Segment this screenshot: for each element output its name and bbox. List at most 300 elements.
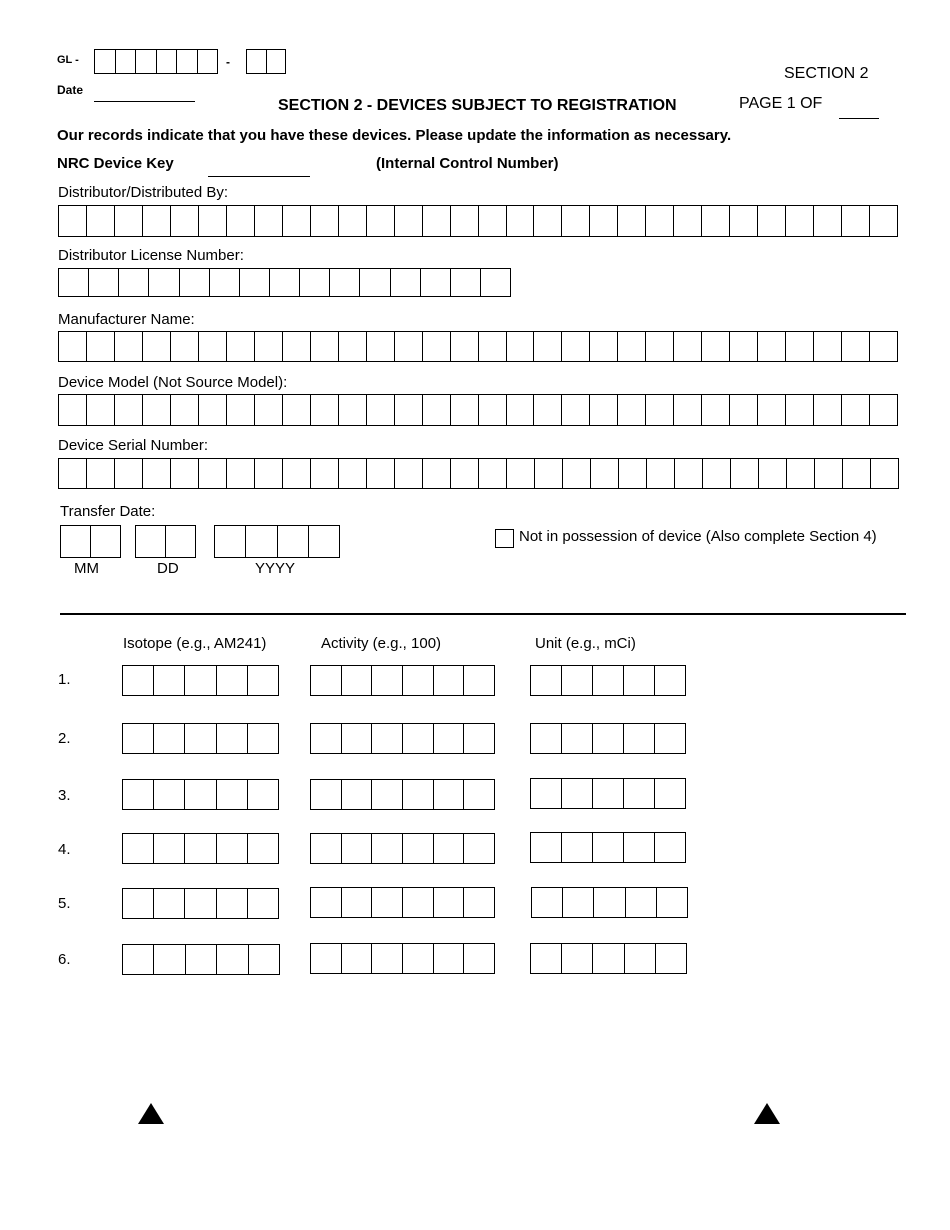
char-box[interactable] — [593, 666, 624, 695]
char-box[interactable] — [594, 888, 625, 917]
char-box[interactable] — [171, 332, 199, 361]
char-box[interactable] — [870, 395, 897, 425]
char-box[interactable] — [59, 206, 87, 236]
char-box[interactable] — [702, 332, 730, 361]
char-box[interactable] — [339, 206, 367, 236]
char-box[interactable] — [136, 526, 166, 557]
char-box[interactable] — [166, 526, 195, 557]
char-box[interactable] — [451, 269, 481, 296]
date-line[interactable] — [94, 101, 195, 102]
char-box[interactable] — [647, 459, 675, 488]
char-box[interactable] — [372, 666, 403, 695]
char-box[interactable] — [372, 888, 403, 917]
char-box[interactable] — [217, 834, 248, 863]
char-box[interactable] — [464, 666, 494, 695]
license-boxes[interactable] — [58, 268, 511, 297]
char-box[interactable] — [395, 459, 423, 488]
char-box[interactable] — [730, 332, 758, 361]
activity-boxes[interactable] — [310, 833, 495, 864]
char-box[interactable] — [255, 459, 283, 488]
char-box[interactable] — [507, 459, 535, 488]
activity-boxes[interactable] — [310, 943, 495, 974]
char-box[interactable] — [403, 888, 434, 917]
char-box[interactable] — [154, 945, 185, 974]
char-box[interactable] — [339, 459, 367, 488]
char-box[interactable] — [372, 834, 403, 863]
nrc-device-key-line[interactable] — [208, 176, 310, 177]
char-box[interactable] — [395, 206, 423, 236]
char-box[interactable] — [87, 395, 115, 425]
char-box[interactable] — [674, 206, 702, 236]
char-box[interactable] — [255, 332, 283, 361]
char-box[interactable] — [199, 395, 227, 425]
char-box[interactable] — [177, 50, 198, 73]
isotope-column-header: Isotope (e.g., AM241) — [123, 635, 267, 652]
char-box[interactable] — [248, 666, 278, 695]
gl-number-boxes[interactable] — [94, 49, 218, 74]
char-box[interactable] — [240, 269, 270, 296]
char-box[interactable] — [423, 332, 451, 361]
char-box[interactable] — [814, 332, 842, 361]
char-box[interactable] — [199, 332, 227, 361]
license-label: Distributor License Number: — [58, 247, 244, 264]
char-box[interactable] — [185, 724, 216, 753]
char-box[interactable] — [479, 332, 507, 361]
char-box[interactable] — [870, 332, 897, 361]
char-box[interactable] — [157, 50, 178, 73]
distributor-boxes[interactable] — [58, 205, 898, 237]
char-box[interactable] — [403, 780, 434, 809]
char-box[interactable] — [154, 666, 185, 695]
char-box[interactable] — [185, 834, 216, 863]
char-box[interactable] — [842, 206, 870, 236]
char-box[interactable] — [186, 945, 217, 974]
char-box[interactable] — [507, 206, 535, 236]
char-box[interactable] — [123, 945, 154, 974]
char-box[interactable] — [311, 888, 342, 917]
isotope-boxes[interactable] — [122, 944, 280, 975]
char-box[interactable] — [255, 206, 283, 236]
char-box[interactable] — [870, 206, 897, 236]
char-box[interactable] — [814, 206, 842, 236]
char-box[interactable] — [185, 666, 216, 695]
char-box[interactable] — [115, 395, 143, 425]
char-box[interactable] — [593, 833, 624, 862]
char-box[interactable] — [479, 206, 507, 236]
char-box[interactable] — [507, 332, 535, 361]
char-box[interactable] — [562, 833, 593, 862]
char-box[interactable] — [339, 395, 367, 425]
char-box[interactable] — [403, 944, 434, 973]
char-box[interactable] — [423, 206, 451, 236]
char-box[interactable] — [434, 724, 465, 753]
char-box[interactable] — [372, 724, 403, 753]
row-number: 5. — [58, 895, 71, 912]
char-box[interactable] — [87, 206, 115, 236]
activity-column-header: Activity (e.g., 100) — [321, 635, 442, 652]
char-box[interactable] — [786, 395, 814, 425]
char-box[interactable] — [534, 332, 562, 361]
char-box[interactable] — [217, 780, 248, 809]
char-box[interactable] — [367, 395, 395, 425]
char-box[interactable] — [342, 888, 373, 917]
gl-dash: - — [226, 55, 230, 69]
char-box[interactable] — [217, 889, 248, 918]
char-box[interactable] — [115, 459, 143, 488]
char-box[interactable] — [423, 395, 451, 425]
isotope-boxes[interactable] — [122, 833, 279, 864]
char-box[interactable] — [464, 944, 494, 973]
char-box[interactable] — [656, 944, 686, 973]
char-box[interactable] — [123, 889, 154, 918]
char-box[interactable] — [87, 459, 115, 488]
transfer-day-boxes[interactable] — [135, 525, 196, 558]
char-box[interactable] — [59, 459, 87, 488]
char-box[interactable] — [217, 945, 248, 974]
char-box[interactable] — [91, 526, 120, 557]
activity-boxes[interactable] — [310, 887, 495, 918]
transfer-month-boxes[interactable] — [60, 525, 121, 558]
char-box[interactable] — [786, 206, 814, 236]
char-box[interactable] — [562, 206, 590, 236]
char-box[interactable] — [149, 269, 179, 296]
char-box[interactable] — [217, 724, 248, 753]
isotope-boxes[interactable] — [122, 779, 279, 810]
char-box[interactable] — [89, 269, 119, 296]
distributor-label: Distributor/Distributed By: — [58, 184, 229, 201]
char-box[interactable] — [255, 395, 283, 425]
char-box[interactable] — [843, 459, 871, 488]
char-box[interactable] — [842, 395, 870, 425]
char-box[interactable] — [143, 332, 171, 361]
char-box[interactable] — [479, 459, 507, 488]
page-count-line[interactable] — [839, 118, 879, 119]
char-box[interactable] — [507, 395, 535, 425]
char-box[interactable] — [531, 944, 562, 973]
char-box[interactable] — [59, 395, 87, 425]
char-box[interactable] — [451, 206, 479, 236]
char-box[interactable] — [655, 833, 685, 862]
char-box[interactable] — [590, 395, 618, 425]
char-box[interactable] — [563, 459, 591, 488]
char-box[interactable] — [270, 269, 300, 296]
unit-boxes[interactable] — [530, 943, 687, 974]
char-box[interactable] — [562, 944, 593, 973]
char-box[interactable] — [199, 459, 227, 488]
registration-mark-left-icon — [138, 1103, 164, 1124]
char-box[interactable] — [123, 724, 154, 753]
char-box[interactable] — [143, 206, 171, 236]
char-box[interactable] — [267, 50, 286, 73]
char-box[interactable] — [624, 779, 655, 808]
char-box[interactable] — [618, 206, 646, 236]
char-box[interactable] — [311, 459, 339, 488]
char-box[interactable] — [283, 206, 311, 236]
char-box[interactable] — [451, 395, 479, 425]
char-box[interactable] — [593, 779, 624, 808]
char-box[interactable] — [311, 206, 339, 236]
char-box[interactable] — [248, 780, 278, 809]
activity-boxes[interactable] — [310, 665, 495, 696]
char-box[interactable] — [674, 395, 702, 425]
char-box[interactable] — [248, 724, 278, 753]
char-box[interactable] — [421, 269, 451, 296]
internal-control-note: (Internal Control Number) — [376, 155, 559, 172]
char-box[interactable] — [618, 332, 646, 361]
char-box[interactable] — [171, 395, 199, 425]
char-box[interactable] — [311, 724, 342, 753]
char-box[interactable] — [185, 780, 216, 809]
char-box[interactable] — [451, 332, 479, 361]
char-box[interactable] — [531, 779, 562, 808]
char-box[interactable] — [562, 332, 590, 361]
char-box[interactable] — [655, 666, 685, 695]
row-number: 1. — [58, 671, 71, 688]
char-box[interactable] — [143, 395, 171, 425]
char-box[interactable] — [171, 459, 199, 488]
char-box[interactable] — [311, 332, 339, 361]
char-box[interactable] — [534, 395, 562, 425]
char-box[interactable] — [217, 666, 248, 695]
char-box[interactable] — [342, 944, 373, 973]
char-box[interactable] — [481, 269, 510, 296]
char-box[interactable] — [367, 332, 395, 361]
char-box[interactable] — [311, 395, 339, 425]
char-box[interactable] — [871, 459, 898, 488]
char-box[interactable] — [842, 332, 870, 361]
char-box[interactable] — [249, 945, 279, 974]
row-number: 2. — [58, 730, 71, 747]
char-box[interactable] — [342, 834, 373, 863]
char-box[interactable] — [532, 888, 563, 917]
char-box[interactable] — [248, 889, 278, 918]
char-box[interactable] — [563, 888, 594, 917]
char-box[interactable] — [115, 332, 143, 361]
char-box[interactable] — [59, 269, 89, 296]
char-box[interactable] — [464, 834, 494, 863]
char-box[interactable] — [702, 206, 730, 236]
gl-suffix-boxes[interactable] — [246, 49, 286, 74]
unit-boxes[interactable] — [531, 887, 688, 918]
char-box[interactable] — [119, 269, 149, 296]
char-box[interactable] — [59, 332, 87, 361]
char-box[interactable] — [367, 459, 395, 488]
char-box[interactable] — [786, 332, 814, 361]
char-box[interactable] — [434, 888, 465, 917]
char-box[interactable] — [360, 269, 390, 296]
char-box[interactable] — [247, 50, 267, 73]
char-box[interactable] — [535, 459, 563, 488]
unit-boxes[interactable] — [530, 665, 686, 696]
char-box[interactable] — [311, 944, 342, 973]
char-box[interactable] — [646, 206, 674, 236]
yyyy-label: YYYY — [255, 560, 296, 577]
char-box[interactable] — [787, 459, 815, 488]
char-box[interactable] — [619, 459, 647, 488]
char-box[interactable] — [758, 332, 786, 361]
char-box[interactable] — [624, 833, 655, 862]
char-box[interactable] — [814, 395, 842, 425]
unit-column-header: Unit (e.g., mCi) — [535, 635, 636, 652]
char-box[interactable] — [136, 50, 157, 73]
serial-boxes[interactable] — [58, 458, 899, 489]
char-box[interactable] — [342, 780, 373, 809]
char-box[interactable] — [703, 459, 731, 488]
char-box[interactable] — [562, 395, 590, 425]
char-box[interactable] — [311, 666, 342, 695]
char-box[interactable] — [391, 269, 421, 296]
activity-boxes[interactable] — [310, 723, 495, 754]
char-box[interactable] — [185, 889, 216, 918]
char-box[interactable] — [403, 834, 434, 863]
char-box[interactable] — [309, 526, 339, 557]
char-box[interactable] — [311, 834, 342, 863]
gl-label: GL - — [57, 54, 79, 66]
char-box[interactable] — [227, 206, 255, 236]
char-box[interactable] — [618, 395, 646, 425]
char-box[interactable] — [646, 332, 674, 361]
char-box[interactable] — [464, 780, 494, 809]
char-box[interactable] — [227, 395, 255, 425]
char-box[interactable] — [283, 395, 311, 425]
char-box[interactable] — [403, 666, 434, 695]
unit-boxes[interactable] — [530, 832, 686, 863]
char-box[interactable] — [372, 780, 403, 809]
char-box[interactable] — [758, 395, 786, 425]
isotope-boxes[interactable] — [122, 665, 279, 696]
dd-label: DD — [157, 560, 179, 577]
char-box[interactable] — [116, 50, 137, 73]
char-box[interactable] — [464, 724, 494, 753]
char-box[interactable] — [624, 666, 655, 695]
char-box[interactable] — [227, 332, 255, 361]
isotope-boxes[interactable] — [122, 888, 279, 919]
char-box[interactable] — [531, 666, 562, 695]
char-box[interactable] — [731, 459, 759, 488]
char-box[interactable] — [143, 459, 171, 488]
char-box[interactable] — [278, 526, 309, 557]
char-box[interactable] — [534, 206, 562, 236]
row-number: 6. — [58, 951, 71, 968]
char-box[interactable] — [591, 459, 619, 488]
section-divider — [60, 613, 906, 615]
char-box[interactable] — [61, 526, 91, 557]
unit-boxes[interactable] — [530, 778, 686, 809]
char-box[interactable] — [342, 666, 373, 695]
char-box[interactable] — [330, 269, 360, 296]
char-box[interactable] — [626, 888, 657, 917]
char-box[interactable] — [123, 834, 154, 863]
char-box[interactable] — [590, 332, 618, 361]
char-box[interactable] — [655, 724, 685, 753]
char-box[interactable] — [395, 395, 423, 425]
char-box[interactable] — [590, 206, 618, 236]
char-box[interactable] — [180, 269, 210, 296]
char-box[interactable] — [87, 332, 115, 361]
char-box[interactable] — [562, 666, 593, 695]
char-box[interactable] — [123, 780, 154, 809]
char-box[interactable] — [730, 395, 758, 425]
char-box[interactable] — [434, 944, 465, 973]
row-number: 3. — [58, 787, 71, 804]
char-box[interactable] — [115, 206, 143, 236]
char-box[interactable] — [815, 459, 843, 488]
char-box[interactable] — [283, 459, 311, 488]
char-box[interactable] — [246, 526, 277, 557]
char-box[interactable] — [423, 459, 451, 488]
char-box[interactable] — [199, 206, 227, 236]
char-box[interactable] — [531, 833, 562, 862]
char-box[interactable] — [210, 269, 240, 296]
char-box[interactable] — [593, 724, 624, 753]
char-box[interactable] — [625, 944, 656, 973]
activity-boxes[interactable] — [310, 779, 495, 810]
isotope-boxes[interactable] — [122, 723, 279, 754]
char-box[interactable] — [759, 459, 787, 488]
char-box[interactable] — [227, 459, 255, 488]
model-boxes[interactable] — [58, 394, 898, 426]
char-box[interactable] — [730, 206, 758, 236]
char-box[interactable] — [562, 779, 593, 808]
char-box[interactable] — [300, 269, 330, 296]
char-box[interactable] — [311, 780, 342, 809]
char-box[interactable] — [339, 332, 367, 361]
char-box[interactable] — [434, 666, 465, 695]
char-box[interactable] — [198, 50, 218, 73]
char-box[interactable] — [758, 206, 786, 236]
char-box[interactable] — [434, 834, 465, 863]
char-box[interactable] — [434, 780, 465, 809]
char-box[interactable] — [655, 779, 685, 808]
char-box[interactable] — [531, 724, 562, 753]
transfer-date-label: Transfer Date: — [60, 503, 156, 520]
char-box[interactable] — [675, 459, 703, 488]
char-box[interactable] — [123, 666, 154, 695]
page-title: SECTION 2 - DEVICES SUBJECT TO REGISTRATION — [278, 97, 677, 114]
char-box[interactable] — [171, 206, 199, 236]
char-box[interactable] — [248, 834, 278, 863]
char-box[interactable] — [283, 332, 311, 361]
char-box[interactable] — [395, 332, 423, 361]
char-box[interactable] — [562, 724, 593, 753]
char-box[interactable] — [479, 395, 507, 425]
char-box[interactable] — [342, 724, 373, 753]
char-box[interactable] — [154, 889, 185, 918]
not-in-possession-checkbox[interactable] — [495, 529, 514, 548]
char-box[interactable] — [372, 944, 403, 973]
char-box[interactable] — [451, 459, 479, 488]
char-box[interactable] — [403, 724, 434, 753]
char-box[interactable] — [464, 888, 494, 917]
serial-label: Device Serial Number: — [58, 437, 209, 454]
char-box[interactable] — [593, 944, 624, 973]
char-box[interactable] — [367, 206, 395, 236]
char-box[interactable] — [95, 50, 116, 73]
transfer-year-boxes[interactable] — [214, 525, 340, 558]
char-box[interactable] — [674, 332, 702, 361]
manufacturer-boxes[interactable] — [58, 331, 898, 362]
char-box[interactable] — [154, 780, 185, 809]
char-box[interactable] — [702, 395, 730, 425]
char-box[interactable] — [657, 888, 687, 917]
char-box[interactable] — [624, 724, 655, 753]
char-box[interactable] — [215, 526, 246, 557]
char-box[interactable] — [646, 395, 674, 425]
unit-boxes[interactable] — [530, 723, 686, 754]
char-box[interactable] — [154, 724, 185, 753]
char-box[interactable] — [154, 834, 185, 863]
row-number: 4. — [58, 841, 71, 858]
